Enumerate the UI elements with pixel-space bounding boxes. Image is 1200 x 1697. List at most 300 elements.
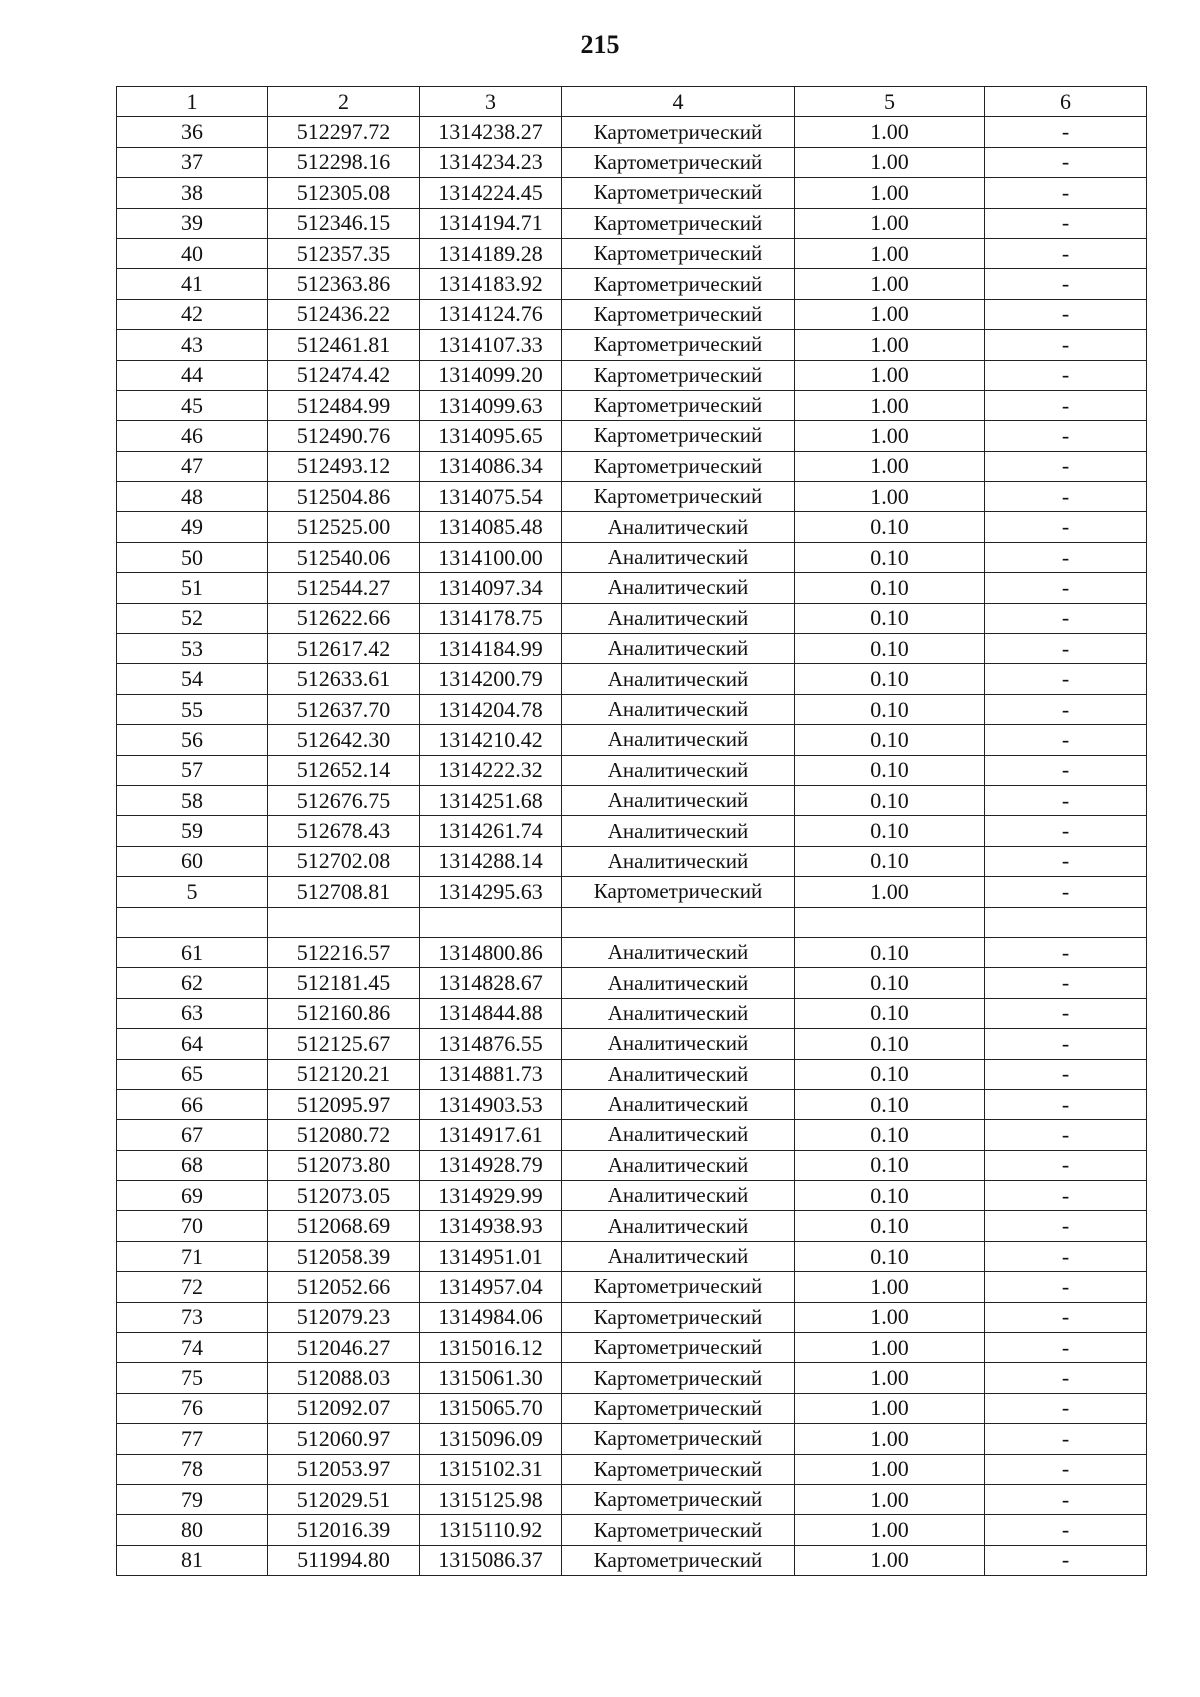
note-cell: - — [985, 451, 1147, 481]
note-cell: - — [985, 269, 1147, 299]
method-cell: Картометрический — [562, 178, 795, 208]
y-coordinate-cell: 1315096.09 — [420, 1424, 562, 1454]
method-cell: Картометрический — [562, 451, 795, 481]
x-coordinate-cell: 512676.75 — [268, 785, 420, 815]
table-body — [117, 117, 1147, 1576]
y-coordinate-cell: 1315061.30 — [420, 1363, 562, 1393]
x-coordinate-cell: 512016.39 — [268, 1515, 420, 1545]
method-cell: Аналитический — [562, 634, 795, 664]
y-coordinate-cell: 1314222.32 — [420, 755, 562, 785]
x-coordinate-cell: 512125.67 — [268, 1029, 420, 1059]
x-coordinate-cell: 512540.06 — [268, 542, 420, 572]
method-cell: Картометрический — [562, 1484, 795, 1514]
note-cell: - — [985, 816, 1147, 846]
x-coordinate-cell: 512702.08 — [268, 846, 420, 876]
note-cell: - — [985, 1515, 1147, 1545]
x-coordinate-cell: 512678.43 — [268, 816, 420, 846]
accuracy-cell: 1.00 — [795, 877, 985, 907]
note-cell: - — [985, 1484, 1147, 1514]
note-cell: - — [985, 1150, 1147, 1180]
accuracy-cell: 1.00 — [795, 1272, 985, 1302]
point-number-cell: 58 — [117, 785, 268, 815]
point-number-cell: 65 — [117, 1059, 268, 1089]
point-number-cell: 51 — [117, 573, 268, 603]
x-coordinate-cell: 511994.80 — [268, 1545, 420, 1575]
note-cell: - — [985, 512, 1147, 542]
accuracy-cell: 0.10 — [795, 816, 985, 846]
point-number-cell: 39 — [117, 208, 268, 238]
table-row — [117, 1089, 1147, 1119]
note-cell: - — [985, 968, 1147, 998]
accuracy-cell: 1.00 — [795, 330, 985, 360]
accuracy-cell: 1.00 — [795, 208, 985, 238]
y-coordinate-cell: 1314099.20 — [420, 360, 562, 390]
x-coordinate-cell: 512637.70 — [268, 694, 420, 724]
table-row — [117, 937, 1147, 967]
table-row — [117, 421, 1147, 451]
accuracy-cell: 0.10 — [795, 1181, 985, 1211]
x-coordinate-cell: 512617.42 — [268, 634, 420, 664]
accuracy-cell: 0.10 — [795, 1029, 985, 1059]
y-coordinate-cell: 1314938.93 — [420, 1211, 562, 1241]
x-coordinate-cell: 512461.81 — [268, 330, 420, 360]
y-coordinate-cell: 1315065.70 — [420, 1393, 562, 1423]
table-row — [117, 208, 1147, 238]
point-number-cell: 75 — [117, 1363, 268, 1393]
table-row — [117, 269, 1147, 299]
method-cell: Картометрический — [562, 1393, 795, 1423]
accuracy-cell: 1.00 — [795, 147, 985, 177]
column-header: 1 — [117, 87, 268, 117]
note-cell: - — [985, 998, 1147, 1028]
point-number-cell: 64 — [117, 1029, 268, 1059]
y-coordinate-cell: 1314100.00 — [420, 542, 562, 572]
y-coordinate-cell: 1314917.61 — [420, 1120, 562, 1150]
point-number-cell: 60 — [117, 846, 268, 876]
table-row — [117, 1454, 1147, 1484]
note-cell: - — [985, 634, 1147, 664]
y-coordinate-cell: 1314876.55 — [420, 1029, 562, 1059]
y-coordinate-cell: 1314200.79 — [420, 664, 562, 694]
note-cell: - — [985, 1545, 1147, 1575]
note-cell: - — [985, 330, 1147, 360]
y-coordinate-cell: 1314251.68 — [420, 785, 562, 815]
point-number-cell: 54 — [117, 664, 268, 694]
y-coordinate-cell: 1315102.31 — [420, 1454, 562, 1484]
coordinates-table — [116, 86, 1147, 1576]
x-coordinate-cell: 512346.15 — [268, 208, 420, 238]
table-row — [117, 117, 1147, 147]
method-cell: Аналитический — [562, 542, 795, 572]
accuracy-cell: 1.00 — [795, 482, 985, 512]
y-coordinate-cell: 1314224.45 — [420, 178, 562, 208]
method-cell: Картометрический — [562, 877, 795, 907]
point-number-cell: 70 — [117, 1211, 268, 1241]
accuracy-cell: 1.00 — [795, 1515, 985, 1545]
y-coordinate-cell: 1314828.67 — [420, 968, 562, 998]
point-number-cell: 50 — [117, 542, 268, 572]
y-coordinate-cell: 1314086.34 — [420, 451, 562, 481]
method-cell: Аналитический — [562, 1059, 795, 1089]
note-cell: - — [985, 421, 1147, 451]
point-number-cell: 67 — [117, 1120, 268, 1150]
accuracy-cell: 1.00 — [795, 238, 985, 268]
method-cell: Аналитический — [562, 664, 795, 694]
method-cell: Аналитический — [562, 1029, 795, 1059]
table-row — [117, 816, 1147, 846]
accuracy-cell: 0.10 — [795, 998, 985, 1028]
point-number-cell: 68 — [117, 1150, 268, 1180]
accuracy-cell: 0.10 — [795, 1150, 985, 1180]
method-cell: Картометрический — [562, 208, 795, 238]
note-cell: - — [985, 482, 1147, 512]
method-cell: Аналитический — [562, 846, 795, 876]
point-number-cell: 42 — [117, 299, 268, 329]
accuracy-cell: 1.00 — [795, 1333, 985, 1363]
y-coordinate-cell: 1314238.27 — [420, 117, 562, 147]
note-cell: - — [985, 1059, 1147, 1089]
note-cell: - — [985, 755, 1147, 785]
method-cell: Аналитический — [562, 512, 795, 542]
accuracy-cell: 0.10 — [795, 1089, 985, 1119]
table-row — [117, 1029, 1147, 1059]
y-coordinate-cell: 1314295.63 — [420, 877, 562, 907]
x-coordinate-cell: 512120.21 — [268, 1059, 420, 1089]
y-coordinate-cell: 1315110.92 — [420, 1515, 562, 1545]
point-number-cell: 61 — [117, 937, 268, 967]
table-row — [117, 664, 1147, 694]
x-coordinate-cell: 512297.72 — [268, 117, 420, 147]
x-coordinate-cell: 512092.07 — [268, 1393, 420, 1423]
note-cell: - — [985, 1302, 1147, 1332]
note-cell — [985, 907, 1147, 937]
y-coordinate-cell: 1314204.78 — [420, 694, 562, 724]
y-coordinate-cell: 1314234.23 — [420, 147, 562, 177]
note-cell: - — [985, 1333, 1147, 1363]
table-row — [117, 846, 1147, 876]
method-cell: Аналитический — [562, 1089, 795, 1119]
note-cell: - — [985, 390, 1147, 420]
table-row — [117, 299, 1147, 329]
table-row — [117, 634, 1147, 664]
x-coordinate-cell: 512088.03 — [268, 1363, 420, 1393]
y-coordinate-cell: 1315125.98 — [420, 1484, 562, 1514]
note-cell: - — [985, 1363, 1147, 1393]
point-number-cell: 55 — [117, 694, 268, 724]
table-row — [117, 1272, 1147, 1302]
point-number-cell: 57 — [117, 755, 268, 785]
x-coordinate-cell: 512493.12 — [268, 451, 420, 481]
accuracy-cell: 1.00 — [795, 390, 985, 420]
method-cell: Аналитический — [562, 1150, 795, 1180]
table-row — [117, 512, 1147, 542]
method-cell: Аналитический — [562, 755, 795, 785]
note-cell: - — [985, 1029, 1147, 1059]
accuracy-cell — [795, 907, 985, 937]
table-row — [117, 1302, 1147, 1332]
column-header: 5 — [795, 87, 985, 117]
point-number-cell: 40 — [117, 238, 268, 268]
y-coordinate-cell: 1314844.88 — [420, 998, 562, 1028]
method-cell: Картометрический — [562, 1454, 795, 1484]
accuracy-cell: 0.10 — [795, 694, 985, 724]
x-coordinate-cell: 512216.57 — [268, 937, 420, 967]
x-coordinate-cell: 512181.45 — [268, 968, 420, 998]
point-number-cell: 76 — [117, 1393, 268, 1423]
point-number-cell: 45 — [117, 390, 268, 420]
x-coordinate-cell: 512490.76 — [268, 421, 420, 451]
table-row — [117, 1120, 1147, 1150]
note-cell: - — [985, 1181, 1147, 1211]
note-cell: - — [985, 1120, 1147, 1150]
method-cell: Картометрический — [562, 1545, 795, 1575]
point-number-cell: 52 — [117, 603, 268, 633]
y-coordinate-cell: 1314210.42 — [420, 725, 562, 755]
method-cell: Картометрический — [562, 421, 795, 451]
y-coordinate-cell: 1314189.28 — [420, 238, 562, 268]
y-coordinate-cell: 1314184.99 — [420, 634, 562, 664]
method-cell: Картометрический — [562, 1424, 795, 1454]
accuracy-cell: 1.00 — [795, 360, 985, 390]
table-row — [117, 755, 1147, 785]
table-row — [117, 1241, 1147, 1271]
method-cell: Картометрический — [562, 360, 795, 390]
accuracy-cell: 1.00 — [795, 1424, 985, 1454]
note-cell: - — [985, 1089, 1147, 1119]
point-number-cell: 46 — [117, 421, 268, 451]
accuracy-cell: 0.10 — [795, 785, 985, 815]
note-cell: - — [985, 542, 1147, 572]
point-number-cell: 81 — [117, 1545, 268, 1575]
table-row — [117, 877, 1147, 907]
point-number-cell: 44 — [117, 360, 268, 390]
x-coordinate-cell: 512652.14 — [268, 755, 420, 785]
note-cell: - — [985, 1454, 1147, 1484]
point-number-cell: 43 — [117, 330, 268, 360]
note-cell: - — [985, 846, 1147, 876]
table-row — [117, 1181, 1147, 1211]
point-number-cell: 72 — [117, 1272, 268, 1302]
y-coordinate-cell: 1314183.92 — [420, 269, 562, 299]
table-row — [117, 451, 1147, 481]
accuracy-cell: 1.00 — [795, 1484, 985, 1514]
accuracy-cell: 1.00 — [795, 117, 985, 147]
note-cell: - — [985, 937, 1147, 967]
method-cell: Аналитический — [562, 785, 795, 815]
y-coordinate-cell: 1314929.99 — [420, 1181, 562, 1211]
point-number-cell: 66 — [117, 1089, 268, 1119]
y-coordinate-cell: 1314178.75 — [420, 603, 562, 633]
x-coordinate-cell: 512357.35 — [268, 238, 420, 268]
table-row — [117, 1333, 1147, 1363]
x-coordinate-cell: 512298.16 — [268, 147, 420, 177]
x-coordinate-cell: 512046.27 — [268, 1333, 420, 1363]
method-cell: Картометрический — [562, 117, 795, 147]
table-row — [117, 603, 1147, 633]
point-number-cell: 73 — [117, 1302, 268, 1332]
point-number-cell: 48 — [117, 482, 268, 512]
table-row — [117, 1545, 1147, 1575]
y-coordinate-cell: 1314957.04 — [420, 1272, 562, 1302]
y-coordinate-cell: 1314984.06 — [420, 1302, 562, 1332]
note-cell: - — [985, 694, 1147, 724]
note-cell: - — [985, 664, 1147, 694]
x-coordinate-cell: 512525.00 — [268, 512, 420, 542]
method-cell: Аналитический — [562, 1241, 795, 1271]
point-number-cell: 36 — [117, 117, 268, 147]
method-cell: Аналитический — [562, 937, 795, 967]
accuracy-cell: 1.00 — [795, 451, 985, 481]
accuracy-cell: 1.00 — [795, 421, 985, 451]
table-row — [117, 178, 1147, 208]
y-coordinate-cell: 1314107.33 — [420, 330, 562, 360]
note-cell: - — [985, 1424, 1147, 1454]
table-row — [117, 1393, 1147, 1423]
note-cell: - — [985, 1272, 1147, 1302]
x-coordinate-cell: 512474.42 — [268, 360, 420, 390]
y-coordinate-cell: 1314800.86 — [420, 937, 562, 967]
x-coordinate-cell: 512095.97 — [268, 1089, 420, 1119]
table-row — [117, 542, 1147, 572]
table-row — [117, 1515, 1147, 1545]
point-number-cell: 56 — [117, 725, 268, 755]
x-coordinate-cell: 512160.86 — [268, 998, 420, 1028]
y-coordinate-cell: 1314881.73 — [420, 1059, 562, 1089]
x-coordinate-cell: 512363.86 — [268, 269, 420, 299]
accuracy-cell: 1.00 — [795, 1302, 985, 1332]
method-cell: Картометрический — [562, 299, 795, 329]
note-cell: - — [985, 208, 1147, 238]
table-row — [117, 573, 1147, 603]
table-row — [117, 330, 1147, 360]
table-row — [117, 785, 1147, 815]
y-coordinate-cell: 1314095.65 — [420, 421, 562, 451]
y-coordinate-cell: 1315086.37 — [420, 1545, 562, 1575]
method-cell: Картометрический — [562, 482, 795, 512]
accuracy-cell: 1.00 — [795, 1454, 985, 1484]
note-cell: - — [985, 877, 1147, 907]
column-header: 3 — [420, 87, 562, 117]
table-row — [117, 1484, 1147, 1514]
table-row — [117, 147, 1147, 177]
method-cell: Аналитический — [562, 1120, 795, 1150]
table-row — [117, 694, 1147, 724]
method-cell: Картометрический — [562, 1272, 795, 1302]
point-number-cell: 37 — [117, 147, 268, 177]
point-number-cell: 80 — [117, 1515, 268, 1545]
x-coordinate-cell: 512079.23 — [268, 1302, 420, 1332]
method-cell — [562, 907, 795, 937]
x-coordinate-cell: 512633.61 — [268, 664, 420, 694]
table-row — [117, 1363, 1147, 1393]
x-coordinate-cell: 512073.05 — [268, 1181, 420, 1211]
method-cell: Аналитический — [562, 603, 795, 633]
y-coordinate-cell: 1314951.01 — [420, 1241, 562, 1271]
x-coordinate-cell: 512080.72 — [268, 1120, 420, 1150]
method-cell: Аналитический — [562, 725, 795, 755]
accuracy-cell: 0.10 — [795, 664, 985, 694]
y-coordinate-cell: 1314075.54 — [420, 482, 562, 512]
y-coordinate-cell: 1314124.76 — [420, 299, 562, 329]
accuracy-cell: 0.10 — [795, 937, 985, 967]
accuracy-cell: 1.00 — [795, 1393, 985, 1423]
point-number-cell: 74 — [117, 1333, 268, 1363]
x-coordinate-cell: 512073.80 — [268, 1150, 420, 1180]
x-coordinate-cell: 512504.86 — [268, 482, 420, 512]
method-cell: Аналитический — [562, 1211, 795, 1241]
accuracy-cell: 0.10 — [795, 603, 985, 633]
accuracy-cell: 0.10 — [795, 1241, 985, 1271]
accuracy-cell: 0.10 — [795, 634, 985, 664]
accuracy-cell: 0.10 — [795, 1211, 985, 1241]
accuracy-cell: 0.10 — [795, 1120, 985, 1150]
y-coordinate-cell: 1314194.71 — [420, 208, 562, 238]
accuracy-cell: 0.10 — [795, 573, 985, 603]
note-cell: - — [985, 299, 1147, 329]
accuracy-cell: 0.10 — [795, 846, 985, 876]
table-header — [117, 87, 1147, 117]
point-number-cell: 71 — [117, 1241, 268, 1271]
note-cell: - — [985, 360, 1147, 390]
y-coordinate-cell: 1314085.48 — [420, 512, 562, 542]
method-cell: Картометрический — [562, 1515, 795, 1545]
accuracy-cell: 0.10 — [795, 1059, 985, 1089]
note-cell: - — [985, 238, 1147, 268]
x-coordinate-cell: 512484.99 — [268, 390, 420, 420]
point-number-cell: 53 — [117, 634, 268, 664]
y-coordinate-cell: 1314261.74 — [420, 816, 562, 846]
accuracy-cell: 0.10 — [795, 725, 985, 755]
y-coordinate-cell: 1314099.63 — [420, 390, 562, 420]
x-coordinate-cell — [268, 907, 420, 937]
table-row — [117, 360, 1147, 390]
table-row — [117, 1150, 1147, 1180]
page-number: 215 — [580, 30, 620, 59]
method-cell: Картометрический — [562, 330, 795, 360]
method-cell: Аналитический — [562, 1181, 795, 1211]
method-cell: Аналитический — [562, 968, 795, 998]
x-coordinate-cell: 512544.27 — [268, 573, 420, 603]
x-coordinate-cell: 512622.66 — [268, 603, 420, 633]
y-coordinate-cell — [420, 907, 562, 937]
method-cell: Картометрический — [562, 147, 795, 177]
method-cell: Аналитический — [562, 998, 795, 1028]
accuracy-cell: 1.00 — [795, 269, 985, 299]
point-number-cell: 69 — [117, 1181, 268, 1211]
accuracy-cell: 1.00 — [795, 178, 985, 208]
method-cell: Картометрический — [562, 238, 795, 268]
note-cell: - — [985, 785, 1147, 815]
x-coordinate-cell: 512029.51 — [268, 1484, 420, 1514]
note-cell: - — [985, 178, 1147, 208]
y-coordinate-cell: 1314097.34 — [420, 573, 562, 603]
accuracy-cell: 0.10 — [795, 968, 985, 998]
method-cell: Картометрический — [562, 269, 795, 299]
method-cell: Аналитический — [562, 573, 795, 603]
y-coordinate-cell: 1315016.12 — [420, 1333, 562, 1363]
note-cell: - — [985, 1211, 1147, 1241]
table-row — [117, 1211, 1147, 1241]
note-cell: - — [985, 725, 1147, 755]
x-coordinate-cell: 512052.66 — [268, 1272, 420, 1302]
table-row — [117, 998, 1147, 1028]
table-row — [117, 907, 1147, 937]
point-number-cell: 59 — [117, 816, 268, 846]
method-cell: Картометрический — [562, 1333, 795, 1363]
accuracy-cell: 1.00 — [795, 1545, 985, 1575]
method-cell: Аналитический — [562, 816, 795, 846]
note-cell: - — [985, 147, 1147, 177]
